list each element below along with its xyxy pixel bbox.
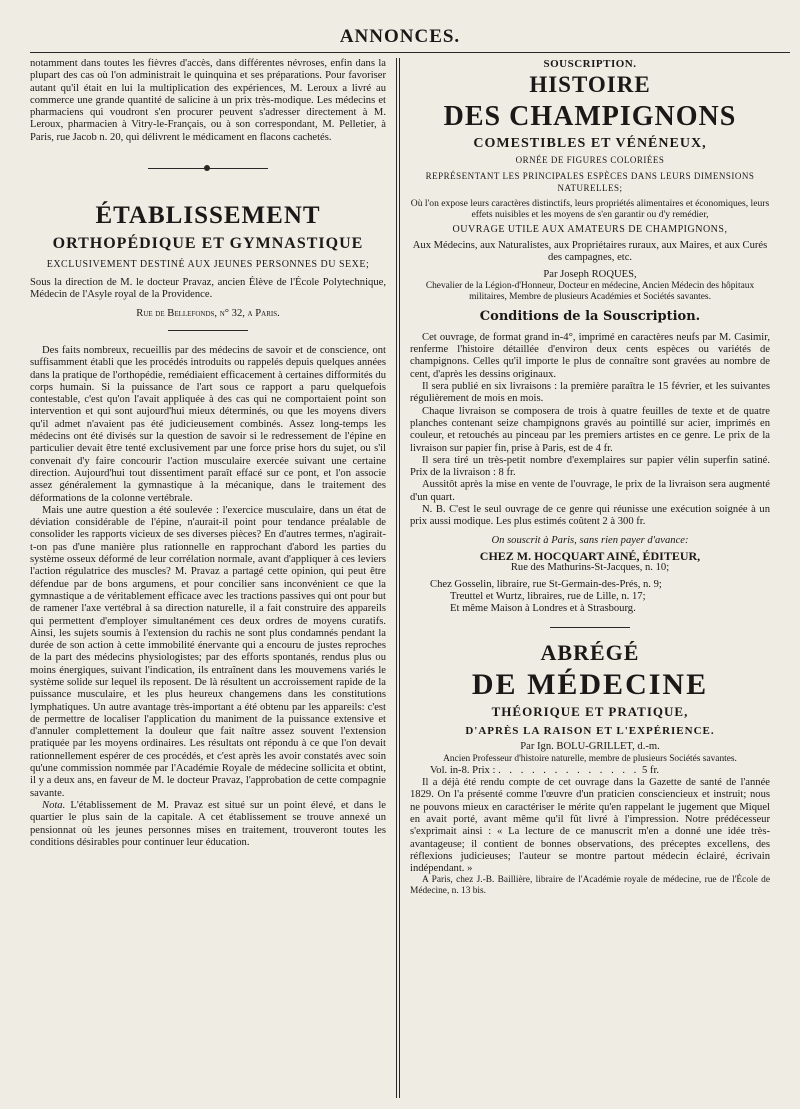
ouvrage-utile: OUVRAGE UTILE AUX AMATEURS DE CHAMPIGNONS, bbox=[452, 224, 728, 235]
header-rule bbox=[30, 52, 790, 53]
vol-price: 5 fr. bbox=[641, 764, 660, 776]
short-rule bbox=[168, 330, 248, 331]
condition-4: Il sera tiré un très-petit nombre d'exemplaires sur papier vélin superfin satiné. Prix de la livraison : 8 fr. bbox=[410, 454, 770, 479]
ornee-line: ORNÉE DE FIGURES COLORIÉES bbox=[515, 155, 665, 165]
condition-3: Chaque livraison se composera de trois à quatre feuilles de texte et de quatre planches contenant seize champignons gravés au pointillé sur acier, imprimés en couleur, et retouchés au pinceau par les premiers artistes en ce genre. Le prix de la livraison sur papier fin, prise à Paris, est de 4 fr. bbox=[410, 405, 770, 454]
abrege-title: ABRÉGÉ bbox=[540, 640, 640, 666]
condition-5: Aussitôt après la mise en vente de l'ouvrage, le prix de la livraison sera augmenté d'un quart. bbox=[410, 479, 770, 503]
abrege-author: Par Ign. BOLU-GRILLET, d.-m. bbox=[520, 741, 660, 753]
champignons-title: DES CHAMPIGNONS bbox=[443, 101, 737, 132]
column-divider bbox=[396, 58, 400, 1098]
nota-label: Nota. bbox=[42, 799, 66, 811]
dot-leader: . . . . . . . . . . . . . bbox=[498, 764, 640, 776]
nota-paragraph bbox=[30, 800, 386, 849]
short-rule-2 bbox=[550, 627, 630, 628]
author-titles: Chevalier de la Légion-d'Honneur, Docteur en médecine, Ancien Médecin des hôpitaux militaires, Membre de plusieurs Académies et Sociétés savantes. bbox=[425, 280, 755, 302]
abrege-titles: Ancien Professeur d'histoire naturelle, membre de plusieurs Sociétés savantes. bbox=[443, 753, 737, 764]
histoire-title: HISTOIRE bbox=[529, 72, 651, 97]
condition-1: Cet ouvrage, de format grand in-4°, imprimé en caractères neufs par M. Casimir, renferme l'histoire détaillée d'environ deux cents espèces ou variétés de champignons. Celles qu'il importe le plus de connaître sont gravées au nombre de cent, d'après les dessins originaux. bbox=[410, 331, 770, 380]
direction-line: Sous la direction de M. le docteur Pravaz, ancien Élève de l'École Polytechnique, Médecin de l'Asyle royal de la Providence. bbox=[30, 277, 386, 301]
representant-line: REPRÉSENTANT LES PRINCIPALES ESPÈCES DANS LEURS DIMENSIONS NATURELLES; bbox=[425, 171, 755, 193]
ou-lon-expose: Où l'on expose leurs caractères distinctifs, leurs propriétés alimentaires et économiques, leurs effets nuisibles et les moyens de s'en garantir ou d'y remédier, bbox=[410, 198, 770, 220]
abrege-text: Il a déjà été rendu compte de cet ouvrage dans la Gazette de santé de l'année 1829. On l'a présenté comme l'œuvre d'un praticien consciencieux et instruit; nous ne pouvons mieux en caractériser le mérite qu'en rappelant le jugement que Miquel en avait porté, avant même qu'il fût livré à l'impression. Notre prédécesseur s'exprimait ainsi : « La lecture de ce manuscrit m'en a donné une idée très-avantageuse; il contient de bonnes observations, des préceptes excellens, des réflexions judicieuses; l'auteur se montre partout médecin éclairé, écrivain indépendant. » bbox=[410, 777, 770, 875]
publisher-line: CHEZ M. HOCQUART AINÉ, ÉDITEUR, bbox=[479, 548, 701, 563]
gosselin-line: Chez Gosselin, libraire, rue St-Germain-des-Prés, n. 9; bbox=[430, 578, 662, 590]
exclusively-subtitle: EXCLUSIVEMENT DESTINÉ AUX JEUNES PERSONNES DU SEXE; bbox=[46, 259, 370, 271]
medecine-title: DE MÉDECINE bbox=[471, 668, 709, 702]
page-header: ANNONCES. bbox=[339, 26, 461, 47]
publisher-address: Rue des Mathurins-St-Jacques, n. 10; bbox=[510, 562, 670, 574]
right-column bbox=[410, 58, 770, 1098]
paragraph-2: Mais une autre question a été soulevée : l'exercice musculaire, dans un état de déviation considérable de l'épine, n'aurait-il point pour tendance préalable de consolider les rapports vicieux de ses diverses pièces? En d'autres termes, n'agirait-t-on pas d'une manière plus rationnelle en rapprochant d'abord les parties du système osseux déformé de leur corrélation normale, avant d'appliquer à ces leviers l'action régulatrice des muscles? M. Pravaz a partagé cette opinion, qui peut être défendue par de bons argumens, et pour concilier sans inconvénient ce que la gymnastique a de véritablement efficace avec les tractions passives qui ont pour but de ramener l'axe vertébral à sa direction naturelle, il a fait construire des appareils qui permettent d'employer simultanément ces deux ordres de moyens curatifs. Ainsi, les sujets soumis à l'extension du rachis ne sont plus condamnés pendant la durée de son action à cette immobilité énervante qui a encouru de justes reproches de la part des médecins physiologistes; par des efforts spontanés, rendus plus ou moins énergiques, suivant l'indication, ils entraînent dans les mouvemens variés le système solide sur lequel ils reposent. De là résultent un accroissement rapide de la puissance musculaire, et les plus heureux changemens dans les constitutions lymphatiques. Un autre avantage très-important a été obtenu par les appareils: c'est de permettre de localiser l'application du maniment de la puissance extensive et d'annuler complettement la douleur que fait naître assez souvent l'extension pratiquée par les moyens ordinaires. Les résultats ont répondu à ce que l'on devait rationnellement espérer de ces procédés, et c'est après les avoir constatés avec soin qu'une commission nommée par l'Académie Royale de médecine sollicita et obtint, il y a deux ans, en faveur de M. le docteur Pravaz, l'approbation de cette compagnie savante. bbox=[30, 504, 386, 799]
orthopedique-title: ORTHOPÉDIQUE ET GYMNASTIQUE bbox=[52, 235, 364, 253]
maison-line: Et même Maison à Londres et à Strasbourg. bbox=[450, 603, 636, 615]
address-line: Rue de Bellefonds, n° 32, a Paris. bbox=[136, 307, 280, 319]
comestibles-title: COMESTIBLES ET VÉNÉNEUX, bbox=[473, 136, 707, 151]
abrege-footer: A Paris, chez J.-B. Baillière, libraire de l'Académie royale de médecine, rue de l'École de Médecine, n. 13 bis. bbox=[410, 875, 770, 897]
aux-medecins: Aux Médecins, aux Naturalistes, aux Propriétaires ruraux, aux Maires, et aux Curés des campagnes, etc. bbox=[412, 240, 768, 264]
salicine-paragraph: notamment dans toutes les fièvres d'accès, dans différentes névroses, enfin dans la plupart des cas où l'on administrait le quinquina et ses préparations. Pour favoriser autant qu'il était en lui la multiplication des expériences, M. Leroux a livré au commerce une grande quantité de salicine à un prix très-modique. Les médecins et pharmaciens qui voudront s'en procurer peuvent s'adresser directement à M. Leroux, pharmacien à Vitry-le-Français, ou à son correspondant, M. Pelletier, à Paris, rue Jacob n. 20, qui délivrent le médicament en flacons cachetés. bbox=[30, 58, 386, 143]
souscription-label: SOUSCRIPTION. bbox=[543, 58, 637, 70]
nota-text: L'établissement de M. Pravaz est situé sur un point élevé, et dans le quartier le plus sain de la capitale. A cet établissement se trouve annexé un pensionnat où les jeunes personnes mises en traitement, trouveront toutes les conditions désirables pour continuer leur éducation. bbox=[30, 799, 386, 848]
ornament-separator bbox=[148, 168, 268, 169]
theorique-title: THÉORIQUE ET PRATIQUE, bbox=[491, 704, 689, 720]
souscrit-line: On souscrit à Paris, sans rien payer d'avance: bbox=[491, 534, 689, 546]
etablissement-title: ÉTABLISSEMENT bbox=[95, 202, 321, 230]
raison-title: D'APRÈS LA RAISON ET L'EXPÉRIENCE. bbox=[465, 725, 715, 738]
nb-paragraph: N. B. C'est le seul ouvrage de ce genre qui réunisse une exécution soignée à un prix aussi modique. Les plus estimés coûtent 2 à 300 fr. bbox=[410, 504, 770, 528]
vol-price-line bbox=[410, 765, 770, 777]
author-line: Par Joseph ROQUES, bbox=[543, 268, 637, 280]
vol-label: Vol. in-8. Prix : bbox=[430, 764, 496, 776]
condition-2: Il sera publié en six livraisons : la première paraîtra le 15 février, et les suivantes régulièrement de mois en mois. bbox=[410, 381, 770, 405]
paragraph-1: Des faits nombreux, recueillis par des médecins de savoir et de conscience, ont suffisamment établi que les procédés introduits ou rappelés depuis quelques années dans la pratique de l'orthopédie, remédiaient efficacement à certaines difformités du corps humain. Si la puissance de l'art sous ce rapport a paru quelquefois contestable, c'est qu'on l'avait appliquée à des cas qui ne comportaient point son intervention et qui sont aujourd'hui mieux déterminés, ou que les moyens divers qu'il admet n'avaient pas été judicieusement combinés. Assez long-temps les médecins ont été divisés sur la question de savoir si le redressement de l'épine en particulier devait être tenté exclusivement par une force prise hors du sujet, ou s'il convenait d'y faire concourir l'action musculaire exercée suivant une certaine direction. Aujourd'hui tout dissentiment paraît effacé sur ce pont, et l'on associe assez généralement la gymnastique à la mécanique, dans le traitement des déformations de la colonne vertébrale. bbox=[30, 344, 386, 504]
left-column bbox=[30, 58, 386, 1098]
conditions-heading: Conditions de la Souscription. bbox=[479, 308, 701, 324]
treuttel-line: Treuttel et Wurtz, libraires, rue de Lille, n. 17; bbox=[450, 590, 646, 602]
